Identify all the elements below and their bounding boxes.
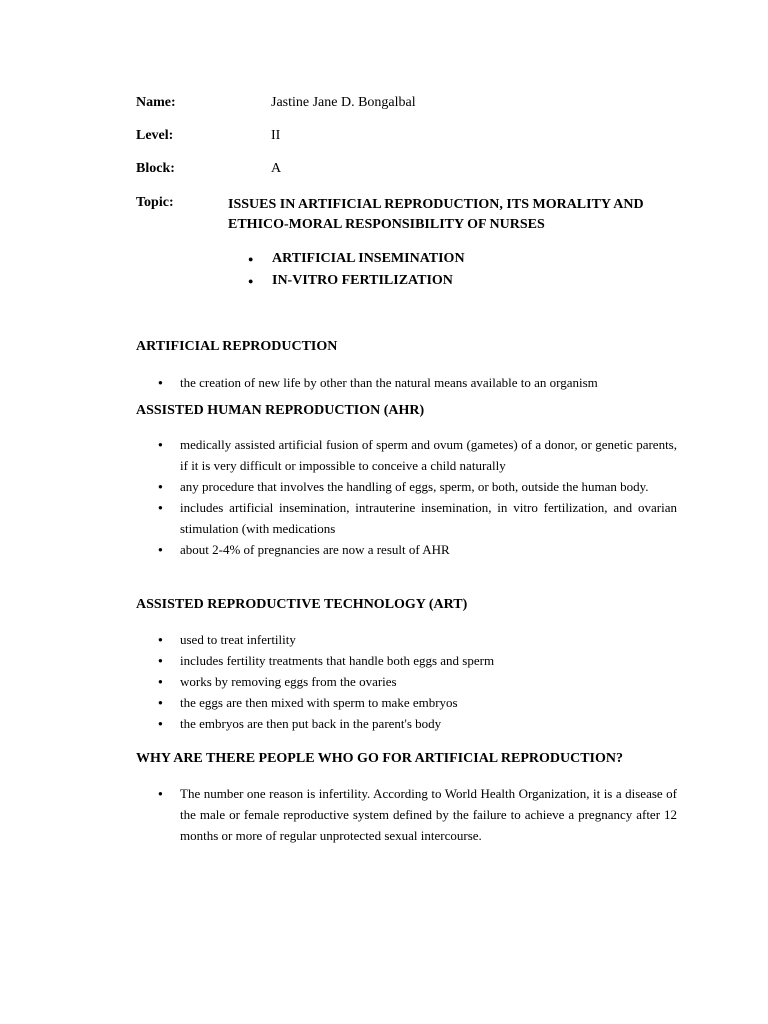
bullet-item: ● the creation of new life by other than the natural means available to an organism	[158, 372, 677, 393]
section-heading: ASSISTED REPRODUCTIVE TECHNOLOGY (ART)	[136, 597, 468, 612]
subtopic-list	[248, 248, 465, 292]
bullet-item: ● the eggs are then mixed with sperm to make embryos	[158, 692, 677, 713]
bullet-list	[158, 372, 677, 393]
block-value: A	[271, 161, 282, 176]
topic-label: Topic:	[136, 195, 174, 210]
bullet-item: ● works by removing eggs from the ovaries	[158, 671, 677, 692]
bullet-list	[158, 434, 677, 560]
level-label: Level:	[136, 128, 174, 143]
section-heading: ASSISTED HUMAN REPRODUCTION (AHR)	[136, 403, 425, 418]
bullet-list	[158, 629, 677, 734]
topic-value: ISSUES IN ARTIFICIAL REPRODUCTION, ITS MORALITY AND ETHICO-MORAL RESPONSIBILITY OF NURSES	[228, 197, 644, 232]
section-heading: ARTIFICIAL REPRODUCTION	[136, 339, 338, 354]
bullet-list	[158, 783, 677, 846]
bullet-item: ● includes fertility treatments that handle both eggs and sperm	[158, 650, 677, 671]
bullet-item: ● The number one reason is infertility. According to World Health Organization, it is a disease of the male or female reproductive system defined by the failure to achieve a pregnancy after 12 months or more of regular unprotected sexual intercourse.	[158, 783, 677, 846]
bullet-item: ● includes artificial insemination, intrauterine insemination, in vitro fertilization, and ovarian stimulation (with medications	[158, 497, 677, 539]
bullet-item: ● any procedure that involves the handling of eggs, sperm, or both, outside the human body.	[158, 476, 677, 497]
subtopic-item: ● IN-VITRO FERTILIZATION	[248, 270, 465, 292]
bullet-item: ● used to treat infertility	[158, 629, 677, 650]
bullet-item: ● the embryos are then put back in the parent's body	[158, 713, 677, 734]
level-value: II	[271, 128, 281, 143]
subtopic-item: ● ARTIFICIAL INSEMINATION	[248, 248, 465, 270]
name-label: Name:	[136, 95, 176, 110]
block-label: Block:	[136, 161, 175, 176]
bullet-item: ● medically assisted artificial fusion of sperm and ovum (gametes) of a donor, or genetic parents, if it is very difficult or impossible to conceive a child naturally	[158, 434, 677, 476]
name-value: Jastine Jane D. Bongalbal	[271, 95, 416, 110]
bullet-item: ● about 2-4% of pregnancies are now a result of AHR	[158, 539, 677, 560]
section-heading: WHY ARE THERE PEOPLE WHO GO FOR ARTIFICIAL REPRODUCTION?	[136, 751, 623, 766]
